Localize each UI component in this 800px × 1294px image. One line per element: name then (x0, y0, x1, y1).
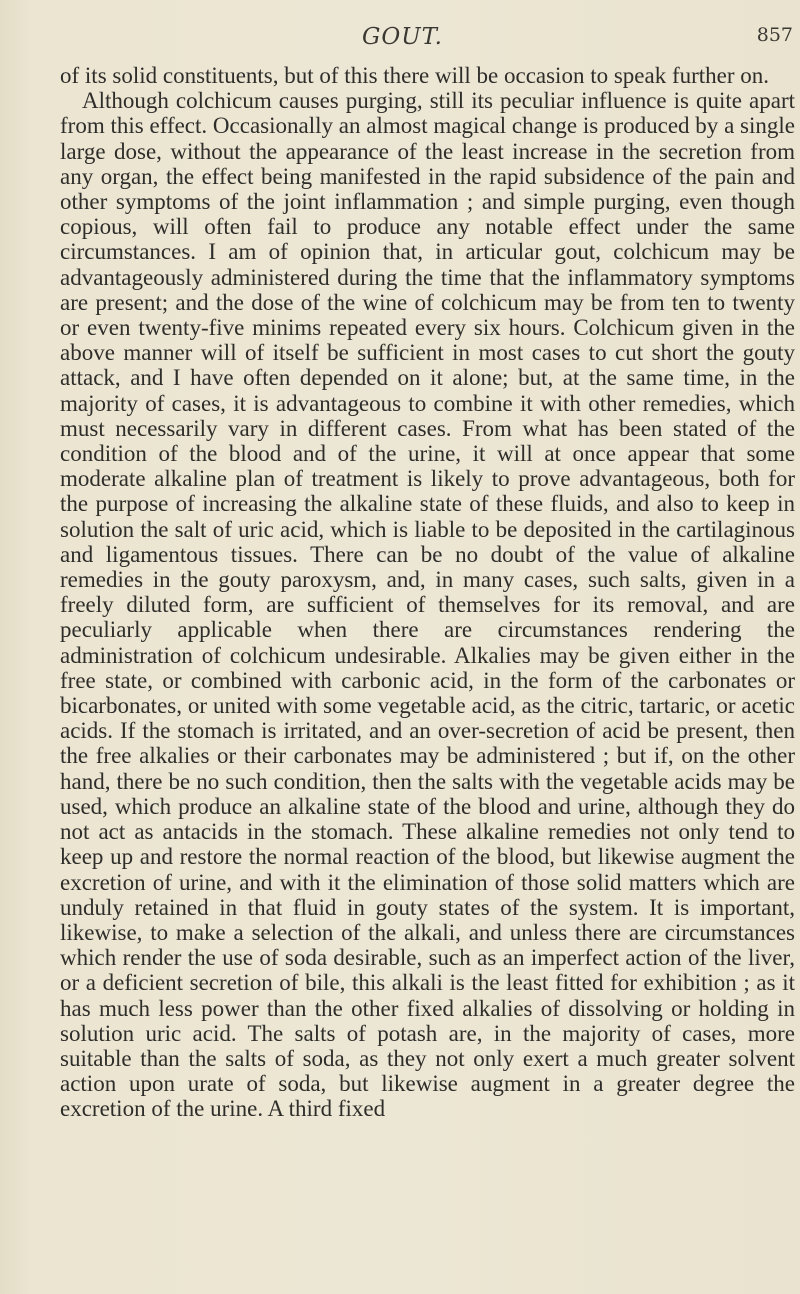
running-head: GOUT. (362, 24, 443, 50)
page-number: 857 (756, 24, 793, 46)
page-header (60, 10, 795, 50)
paragraph: of its solid constituents, but of this there will be occasion to speak further on. (60, 63, 770, 88)
paragraph: Although colchicum causes purging, still its peculiar influence is quite apart from this effect. Occasionally an almost magical change is produced by a single large dose, without the appearance of the least increase in the secretion from any organ, the effect being manifested in the rapid subsidence of the pain and other symptoms of the joint inflammation ; and simple purging, even though copious, will often fail to produce any notable effect under the same circumstances. I am of opinion that, in articular gout, colchicum may be advantageously administered during the time that the inflammatory symptoms are present; and the dose of the wine of colchicum may be from ten to twenty or even twenty-five minims repeated every six hours. Colchicum given in the above manner will of itself be sufficient in most cases to cut short the gouty attack, and I have often depended on it alone; but, at the same time, in the majority of cases, it is advantageous to combine it with other remedies, which must necessarily vary in different cases. From what has been stated of the condition of the blood and of the urine, it will at once appear that some moderate alkaline plan of treatment is likely to prove advantageous, both for the purpose of increasing the alkaline state of these fluids, and also to keep in solution the salt of uric acid, which is liable to be deposited in the cartilaginous and ligamentous tissues. There can be no doubt of the value of alkaline remedies in the gouty paroxysm, and, in many cases, such salts, given in a freely diluted form, are sufficient of themselves for its removal, and are peculiarly applicable when there are circumstances rendering the administration of colchicum undesirable. Alkalies may be given either in the free state, or combined with carbonic acid, in the form of the carbonates or bicarbonates, or united with some vegetable acid, as the citric, tartaric, or acetic acids. If the stomach is irritated, and an over-secretion of acid be present, then the free alkalies or their carbonates may be administered ; but if, on the other hand, there be no such condition, then the salts with the vegetable acids may be used, which produce an alkaline state of the blood and urine, although they do not act as antacids in the stomach. These alkaline remedies not only tend to keep up and restore the normal reaction of the blood, but likewise augment the excretion of urine, and with it the elimination of those solid matters which are unduly retained in that fluid in gouty states of the system. It is important, likewise, to make a selection of the alkali, and unless there are circumstances which render the use of soda desirable, such as an imperfect action of the liver, or a deficient secretion of bile, this alkali is the least fitted for exhibition ; as it has much less power than the other fixed alkalies of dissolving or holding in solution uric acid. The salts of potash are, in the majority of cases, more suitable than the salts of soda, as they not only exert a much greater solvent action upon urate of soda, but likewise augment in a greater degree the excretion of the urine. A third fixed (60, 88, 795, 1122)
body-text (60, 63, 795, 1122)
